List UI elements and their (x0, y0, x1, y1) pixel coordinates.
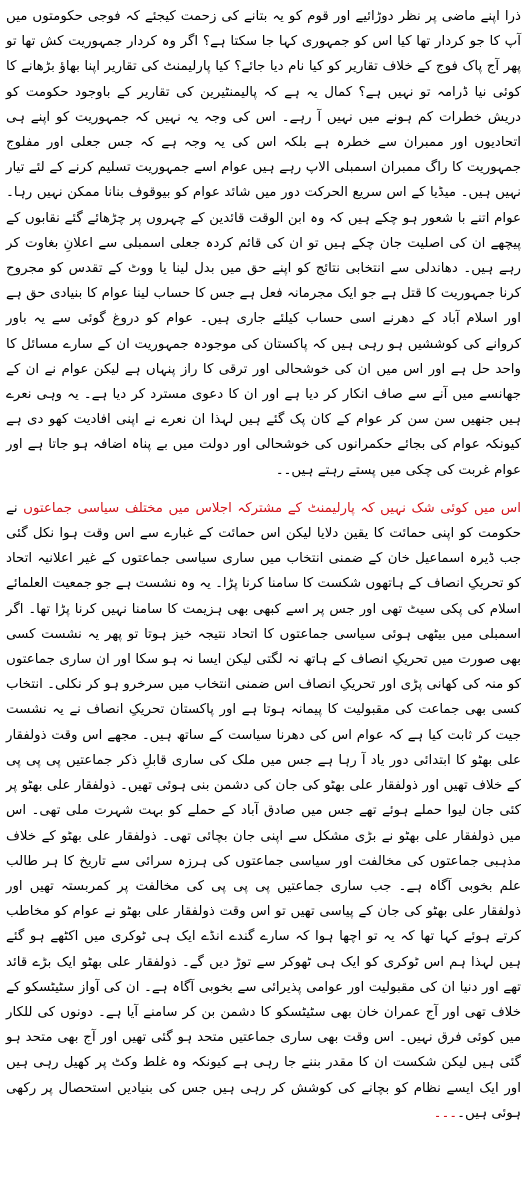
paragraph-end-mark: ۔۔۔ (433, 1105, 458, 1121)
article-paragraph (6, 4, 521, 483)
highlighted-phrase: اس میں کوئی شک نہیں کہ پارلیمنٹ کے مشترکہ اجلاس میں مختلف سیاسی جماعتوں (23, 500, 521, 516)
paragraph-text: نے حکومت کو اپنی حمائت کا یقین دلایا لیکن اس حمائت کے غبارے سے اس وقت ہوا نکل گئی جب ڈیرہ اسماعیل خان کے ضمنی انتخاب میں ساری سیاسی جماعتوں کے غیر اعلانیہ اتحاد کو تحریکِ انصاف کے ہاتھوں شکست کا سامنا کرنا پڑا۔ یہ وہ نشست ہے جو جمعیت العلمائے اسلام کی پکی سیٹ تھی اور جس پر اسے کبھی بھی ہزیمت کا سامنا نہیں کرنا پڑا تھا۔ اگر اسمبلی میں بیٹھی ہوئی سیاسی جماعتوں کا اتحاد نتیجہ خیز ہوتا تو پھر یہ نشست کسی بھی صورت میں تحریکِ انصاف کے ہاتھ نہ لگتی لیکن ایسا نہ ہو سکا اور ان ساری جماعتوں کو منہ کی کھانی پڑی اور تحریکِ انصاف اس ضمنی انتخاب میں سرخرو ہو کر نکلی۔ انتخاب کسی بھی جماعت کی مقبولیت کا پیمانہ ہوتا ہے اور پاکستان تحریکِ انصاف نے یہ نشست جیت کر ثابت کیا ہے کہ عوام اس کی دھرنا سیاست کے ساتھ ہیں۔ مجھے اس وقت ذولفقار علی بھٹو کا ابتدائی دور یاد آ رہا ہے جس میں ملک کی ساری قابلِ ذکر جماعتیں پی پی پی کے خلاف تھیں اور ذولفقار علی بھٹو کی جان کی دشمن بنی ہوئی تھیں۔ ذولفقار علی بھٹو پر کئی جان لیوا حملے ہوئے تھے جس میں صادق آباد کے حملے کو بہت شہرت ملی تھی۔ اس میں ذولفقار علی بھٹو نے بڑی مشکل سے اپنی جان بچائی تھی۔ ذولفقار علی بھٹو کے خلاف مذہبی جماعتوں کی مخالفت اور سیاسی جماعتوں کی ہرزہ سرائی سے تاریخ کا ہر طالب علم بخوبی آگاہ ہے۔ جب ساری جماعتیں پی پی پی کی مخالفت پر کمربستہ تھیں اور ذولفقار علی بھٹو کی جان کے پیاسی تھیں تو اس وقت ذولفقار علی بھٹو نے عوام کو مخاطب کرتے ہوئے کہا تھا کہ یہ تو اچھا ہوا کہ سارے گندے انڈے ایک ہی ٹوکری میں اکٹھے ہو گئے ہیں لہذا ہم اس ٹوکری کو ایک ہی ٹھوکر سے توڑ دیں گے۔ ذولفقار علی بھٹو ایک بڑے قائد تھے اور دنیا ان کی مقبولیت اور عوامی پذیرائی سے بخوبی آگاہ ہے۔ ان کی آواز سٹیٹسکو کے خلاف تھی اور آج عمران خان بھی سٹیٹسکو کا دشمن بن کر سامنے آیا ہے۔ دونوں کی للکار میں کوئی فرق نہیں۔ اس وقت بھی ساری جماعتیں متحد ہو گئی تھیں اور آج بھی متحد ہو گئی ہیں لیکن شکست ان کا مقدر بننے جا رہی ہے کیونکہ وہ غلط وکٹ پر کھیل رہی ہیں اور ایک ایسے نظام کو بچانے کی کوشش کر رہی ہیں جس کی بنیادیں استحصال پر رکھی ہوئی ہیں۔ (6, 500, 521, 1121)
paragraph-text: ذرا اپنے ماضی پر نظر دوڑائیے اور قوم کو یہ بتانے کی زحمت کیجئے کہ فوجی حکومتوں میں آپ کا جو کردار تھا کیا اس کو جمہوری کہا جا سکتا ہے؟ اگر وہ کردار جمہوریت کش تھا تو پھر آج پاک فوج کے خلاف تقاریر کو کیا نام دیا جائے؟ کیا پارلیمنٹ کی تقاریر اپنا بھاؤ بڑھانے کا کوئی نیا ڈرامہ تو نہیں ہے؟ کمال یہ ہے کہ پالیمنٹیرین کی تقاریر کے باوجود حکومت کو دریش خطرات کم ہونے میں نہیں آ رہے۔ اس کی وجہ یہ نہیں کہ جمہوریت کو اپنے ہی اتحادیوں اور ممبران سے خطرہ ہے بلکہ اس کی یہ وجہ ہے کہ جس جعلی اور مفلوج جمہوریت کا راگ ممبران اسمبلی الاپ رہے ہیں عوام اسے جمہوریت تسلیم کرنے کے لئے تیار نہیں ہیں۔ میڈیا کے اس سریع الحرکت دور میں شائد عوام کو بیوقوف بنانا ممکن نہیں رہا۔ عوام اتنے با شعور ہو چکے ہیں کہ وہ ابن الوقت قائدین کے چہروں پر چڑھائے گئے نقابوں کے پیچھے ان کی اصلیت جان چکے ہیں تو ان کی قائم کردہ جعلی اسمبلی سے اعلانِ بغاوت کر رہے ہیں۔ دھاندلی سے انتخابی نتائج کو اپنے حق میں بدل لینا یا ووٹ کے تقدس کو مجروح کرنا جمہوریت کا قتل ہے جو ایک مجرمانہ فعل ہے جس کا حساب لینا عوام کا بنیادی حق ہے اور اسلام آباد کے دھرنے اسی حساب کیلئے جاری ہیں۔ عوام کو دروغ گوئی سے یہ باور کروانے کی کوششیں ہو رہی ہیں کہ پاکستان کی موجودہ جمہوریت ان کے سارے مسائل کا واحد حل ہے اور اس میں ان کی خوشحالی اور ترقی کا راز پنہاں ہے لیکن عوام نے ان کے جھانسے میں آنے سے صاف انکار کر دیا ہے اور ان کا دعوی مسترد کر دیا ہے۔ یہ وہی نعرے ہیں جنھیں سن سن کر عوام کے کان پک گئے ہیں لہذا ان نعرے نے اپنی افادیت کھو دی ہے کیونکہ عوام کی بجائے حکمرانوں کی خوشحالی اور دولت میں بے پناہ اضافہ ہو جاتا ہے اور عوام غربت کی چکی میں پستے رہتے ہیں۔۔ (6, 9, 521, 478)
article-paragraph (6, 496, 521, 1126)
